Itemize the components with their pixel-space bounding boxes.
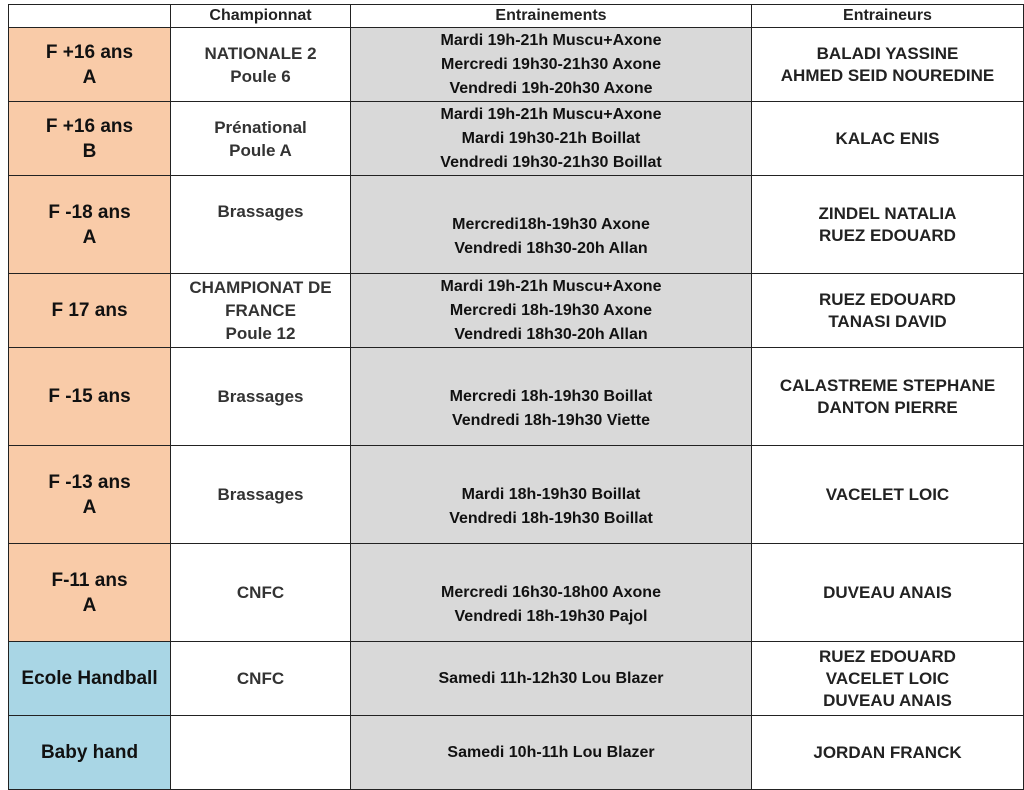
entrainements-cell bbox=[351, 348, 752, 446]
team-cell bbox=[9, 28, 171, 102]
table-row bbox=[9, 348, 1024, 446]
entraineurs-cell bbox=[752, 348, 1024, 446]
header-championnat: Championnat bbox=[171, 5, 351, 28]
team-name: Ecole Handball bbox=[21, 668, 158, 689]
team-name: F-11 ans bbox=[51, 569, 128, 591]
team-name: F -15 ans bbox=[48, 386, 131, 407]
team-name: F +16 ans bbox=[45, 115, 134, 137]
training-line: Vendredi 18h30-20h Allan bbox=[454, 239, 648, 257]
training-line: Mardi 19h-21h Muscu+Axone bbox=[440, 105, 662, 123]
entrainements-cell bbox=[351, 544, 752, 642]
entrainements-cell bbox=[351, 274, 752, 348]
championnat-cell bbox=[171, 274, 351, 348]
table-row bbox=[9, 642, 1024, 716]
training-line: Mercredi18h-19h30 Axone bbox=[452, 215, 650, 233]
coach-name: RUEZ EDOUARD bbox=[819, 289, 956, 309]
entraineurs-cell bbox=[752, 28, 1024, 102]
entraineurs-cell bbox=[752, 642, 1024, 716]
training-line: Vendredi 19h30-21h30 Boillat bbox=[440, 153, 662, 171]
championnat-line: CHAMPIONAT DE bbox=[189, 278, 332, 297]
training-line: Samedi 10h-11h Lou Blazer bbox=[447, 743, 655, 761]
coach-name: DANTON PIERRE bbox=[817, 397, 958, 417]
entrainements-cell bbox=[351, 102, 752, 176]
entraineurs-cell bbox=[752, 544, 1024, 642]
team-cell bbox=[9, 274, 171, 348]
training-line: Vendredi 19h-20h30 Axone bbox=[449, 79, 653, 97]
training-line: Vendredi 18h-19h30 Viette bbox=[451, 411, 650, 429]
table-row bbox=[9, 544, 1024, 642]
table-row bbox=[9, 28, 1024, 102]
championnat-cell bbox=[171, 176, 351, 274]
coach-name: ZINDEL NATALIA bbox=[818, 203, 957, 223]
coach-name: TANASI DAVID bbox=[828, 311, 947, 331]
coach-name: VACELET LOIC bbox=[825, 484, 950, 504]
team-group: A bbox=[82, 594, 97, 616]
championnat-line: Poule 6 bbox=[230, 66, 291, 86]
team-cell bbox=[9, 544, 171, 642]
team-cell bbox=[9, 102, 171, 176]
training-line: Samedi 11h-12h30 Lou Blazer bbox=[438, 669, 664, 687]
coach-name: DUVEAU ANAIS bbox=[823, 690, 952, 710]
team-group: B bbox=[82, 140, 97, 162]
entrainements-cell bbox=[351, 642, 752, 716]
table-row bbox=[9, 274, 1024, 348]
training-line: Vendredi 18h-19h30 Pajol bbox=[454, 607, 648, 625]
training-line: Mercredi 16h30-18h00 Axone bbox=[441, 583, 661, 601]
coach-name: CALASTREME STEPHANE bbox=[779, 375, 996, 395]
entraineurs-cell bbox=[752, 102, 1024, 176]
championnat-line: CNFC bbox=[236, 583, 285, 602]
entrainements-cell bbox=[351, 176, 752, 274]
championnat-line: Brassages bbox=[217, 202, 304, 221]
team-name: Baby hand bbox=[40, 742, 139, 763]
training-line: Mardi 19h30-21h Boillat bbox=[461, 129, 641, 147]
championnat-cell bbox=[171, 28, 351, 102]
training-line: Mardi 18h-19h30 Boillat bbox=[461, 485, 641, 503]
entrainements-cell bbox=[351, 716, 752, 790]
training-line: Vendredi 18h30-20h Allan bbox=[454, 325, 648, 343]
championnat-line: FRANCE bbox=[225, 301, 296, 320]
table-row bbox=[9, 176, 1024, 274]
team-name: F +16 ans bbox=[45, 41, 134, 63]
header-entrainements: Entrainements bbox=[351, 5, 752, 28]
training-line: Mercredi 18h-19h30 Axone bbox=[449, 301, 653, 319]
header-entraineurs: Entraineurs bbox=[752, 5, 1024, 28]
championnat-cell bbox=[171, 102, 351, 176]
team-group: A bbox=[82, 66, 97, 88]
coach-name: JORDAN FRANCK bbox=[813, 742, 962, 762]
coach-name: DUVEAU ANAIS bbox=[823, 582, 952, 602]
championnat-line: Prénational bbox=[214, 117, 307, 137]
team-name: F 17 ans bbox=[51, 300, 128, 321]
coach-name: KALAC ENIS bbox=[835, 128, 940, 148]
championnat-cell bbox=[171, 642, 351, 716]
entrainements-cell bbox=[351, 28, 752, 102]
header-row bbox=[9, 5, 1024, 28]
championnat-line: Poule 12 bbox=[225, 324, 296, 343]
table-row bbox=[9, 716, 1024, 790]
coach-name: VACELET LOIC bbox=[825, 668, 950, 688]
team-group: A bbox=[82, 496, 97, 518]
entrainements-cell bbox=[351, 446, 752, 544]
championnat-line: CNFC bbox=[236, 669, 285, 688]
team-name: F -18 ans bbox=[48, 201, 131, 223]
coach-name: RUEZ EDOUARD bbox=[819, 225, 956, 245]
team-cell bbox=[9, 176, 171, 274]
entraineurs-cell bbox=[752, 274, 1024, 348]
coach-name: BALADI YASSINE bbox=[816, 43, 959, 63]
team-cell bbox=[9, 446, 171, 544]
team-group: A bbox=[82, 226, 97, 248]
table-row bbox=[9, 102, 1024, 176]
championnat-cell bbox=[171, 348, 351, 446]
team-cell bbox=[9, 716, 171, 790]
training-line: Mercredi 18h-19h30 Boillat bbox=[449, 387, 653, 405]
team-name: F -13 ans bbox=[48, 471, 131, 493]
training-line: Mardi 19h-21h Muscu+Axone bbox=[440, 31, 662, 49]
team-cell bbox=[9, 642, 171, 716]
entraineurs-cell bbox=[752, 716, 1024, 790]
schedule-table bbox=[8, 4, 1024, 790]
championnat-cell bbox=[171, 716, 351, 790]
training-line: Mercredi 19h30-21h30 Axone bbox=[441, 55, 661, 73]
championnat-line: Poule A bbox=[229, 140, 292, 160]
championnat-line: Brassages bbox=[217, 485, 304, 504]
entraineurs-cell bbox=[752, 446, 1024, 544]
entraineurs-cell bbox=[752, 176, 1024, 274]
table-row bbox=[9, 446, 1024, 544]
championnat-cell bbox=[171, 544, 351, 642]
training-line: Mardi 19h-21h Muscu+Axone bbox=[440, 277, 662, 295]
championnat-line: NATIONALE 2 bbox=[204, 43, 317, 63]
team-cell bbox=[9, 348, 171, 446]
championnat-line: Brassages bbox=[217, 387, 304, 406]
training-line: Vendredi 18h-19h30 Boillat bbox=[449, 509, 653, 527]
coach-name: RUEZ EDOUARD bbox=[819, 646, 956, 666]
coach-name: AHMED SEID NOUREDINE bbox=[780, 65, 995, 85]
corner-cell bbox=[9, 5, 171, 28]
championnat-cell bbox=[171, 446, 351, 544]
